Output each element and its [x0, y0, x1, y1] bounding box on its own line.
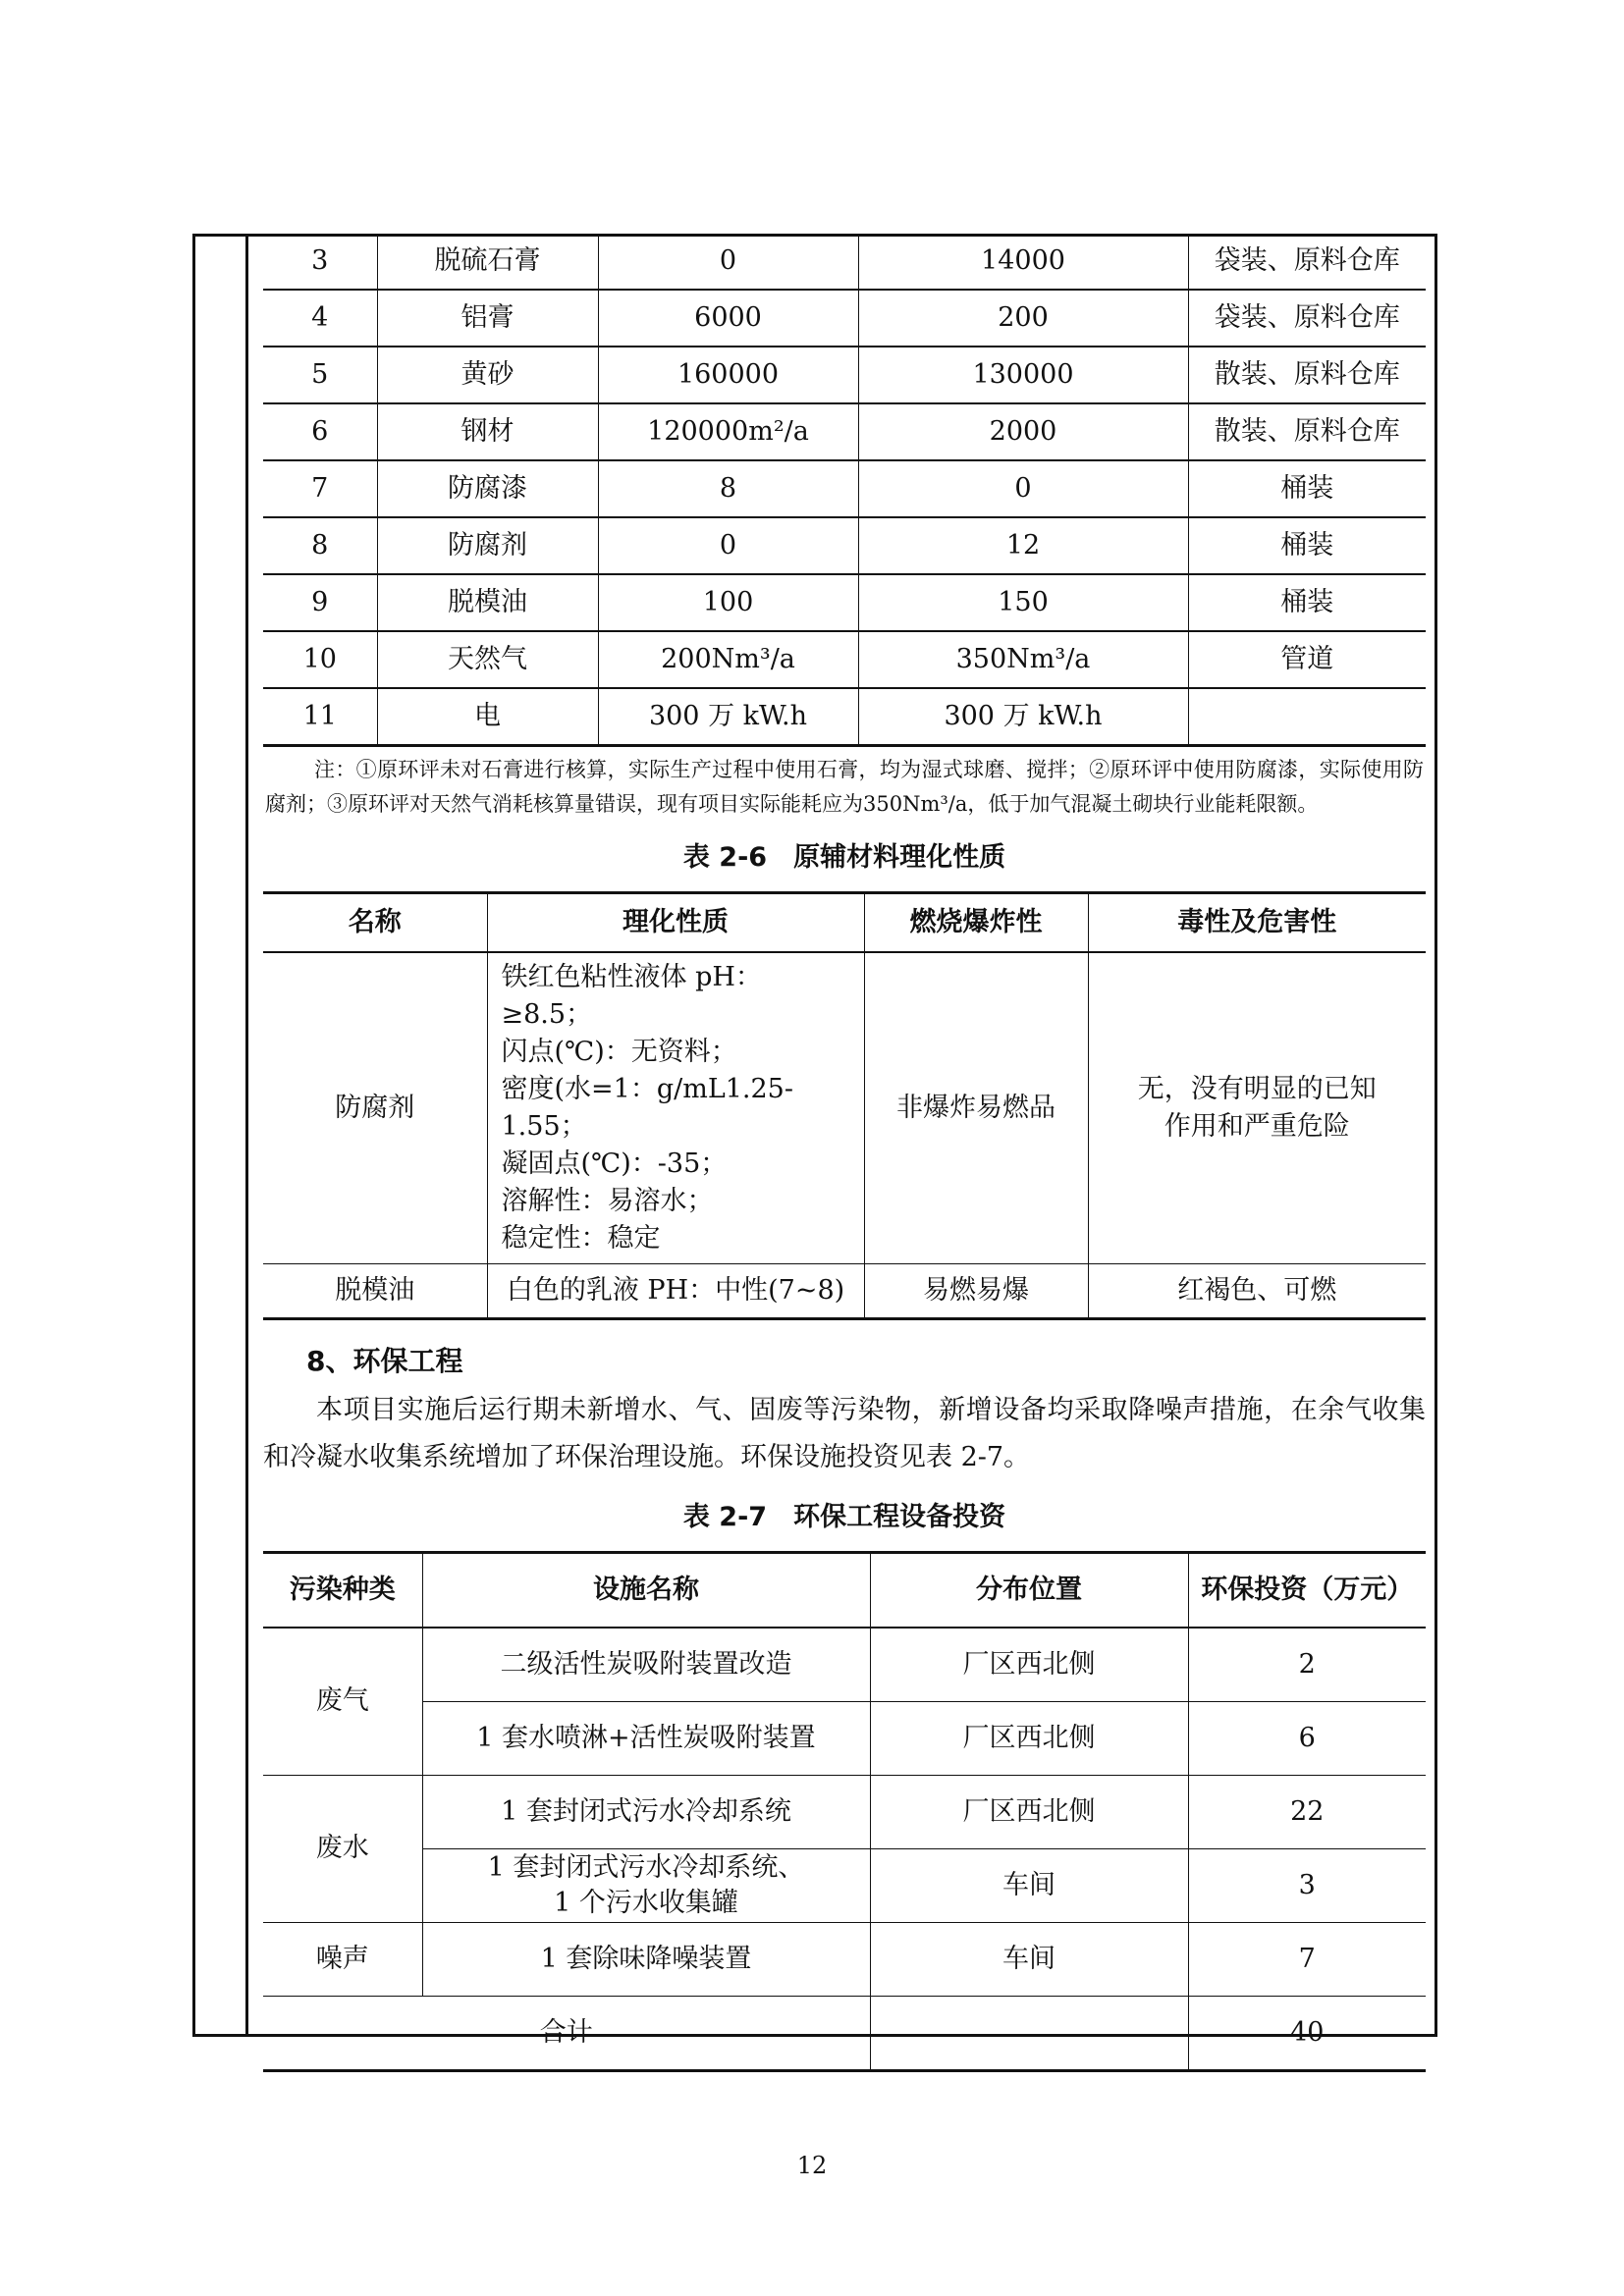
row-number: 9	[263, 574, 377, 631]
material-name: 电	[377, 688, 598, 746]
original-amount: 8	[598, 460, 858, 517]
section-title: 8、环保工程	[306, 1345, 463, 1377]
column-header: 分布位置	[870, 1553, 1188, 1629]
table-row	[263, 1702, 1426, 1776]
page-number: 12	[796, 2152, 828, 2179]
table-row	[263, 688, 1426, 746]
facility-name: 1 套封闭式污水冷却系统	[422, 1776, 870, 1849]
material-name: 铝膏	[377, 290, 598, 347]
storage-method: 桶装	[1188, 517, 1426, 574]
table-2-7-caption: 表 2-7 环保工程设备投资	[682, 1502, 1006, 1532]
row-number: 11	[263, 688, 377, 746]
storage-method: 袋装、原料仓库	[1188, 290, 1426, 347]
facility-line: 1 个污水收集罐	[554, 1888, 738, 1918]
actual-amount: 150	[858, 574, 1188, 631]
column-header: 毒性及危害性	[1088, 893, 1426, 953]
table-row	[263, 347, 1426, 403]
material-name: 脱模油	[377, 574, 598, 631]
storage-method	[1188, 688, 1426, 746]
row-number: 6	[263, 403, 377, 460]
property-line: 稳定性：稳定	[501, 1223, 661, 1254]
location: 厂区西北侧	[870, 1776, 1188, 1849]
total-location	[870, 1997, 1188, 2071]
table-row	[263, 234, 1426, 290]
storage-method: 桶装	[1188, 574, 1426, 631]
actual-amount: 0	[858, 460, 1188, 517]
page-content	[263, 234, 1426, 2072]
storage-method: 袋装、原料仓库	[1188, 234, 1426, 290]
table-row	[263, 1923, 1426, 1997]
storage-method: 散装、原料仓库	[1188, 403, 1426, 460]
table-header-row	[263, 893, 1426, 953]
table-row	[263, 1849, 1426, 1923]
frame-left-column-line	[245, 234, 248, 2037]
table-row	[263, 574, 1426, 631]
flammability: 非爆炸易燃品	[864, 952, 1088, 1264]
toxicity	[1088, 952, 1426, 1264]
table-row	[263, 1628, 1426, 1702]
location: 厂区西北侧	[870, 1628, 1188, 1702]
investment-table	[263, 1551, 1426, 2072]
property-line: 溶解性：易溶水；	[501, 1186, 714, 1216]
pollution-type: 废水	[263, 1776, 422, 1923]
actual-amount: 200	[858, 290, 1188, 347]
storage-method: 桶装	[1188, 460, 1426, 517]
table-header-row	[263, 1553, 1426, 1629]
investment: 6	[1188, 1702, 1426, 1776]
table-row	[263, 1264, 1426, 1319]
property-line: 凝固点(℃)：-35；	[501, 1148, 728, 1179]
material-name: 防腐剂	[377, 517, 598, 574]
location: 车间	[870, 1923, 1188, 1997]
material-name: 防腐漆	[377, 460, 598, 517]
total-investment: 40	[1188, 1997, 1426, 2071]
table-row	[263, 1776, 1426, 1849]
material-name: 黄砂	[377, 347, 598, 403]
investment: 3	[1188, 1849, 1426, 1923]
section-paragraph: 本项目实施后运行期未新增水、气、固废等污染物，新增设备均采取降噪声措施，在余气收集和冷凝水收集系统增加了环保治理设施。环保设施投资见表 2-7。	[263, 1395, 1426, 1472]
material-name: 钢材	[377, 403, 598, 460]
original-amount: 160000	[598, 347, 858, 403]
original-amount: 120000m²/a	[598, 403, 858, 460]
flammability: 易燃易爆	[864, 1264, 1088, 1319]
actual-amount: 300 万 kW.h	[858, 688, 1188, 746]
actual-amount: 350Nm³/a	[858, 631, 1188, 688]
original-amount: 300 万 kW.h	[598, 688, 858, 746]
investment: 22	[1188, 1776, 1426, 1849]
row-number: 10	[263, 631, 377, 688]
facility-name: 二级活性炭吸附装置改造	[422, 1628, 870, 1702]
property-line: 闪点(℃)：无资料；	[501, 1037, 737, 1067]
actual-amount: 14000	[858, 234, 1188, 290]
material-name: 防腐剂	[263, 952, 487, 1264]
row-number: 7	[263, 460, 377, 517]
facility-name	[422, 1849, 870, 1923]
total-label: 合计	[539, 2016, 593, 2048]
investment: 7	[1188, 1923, 1426, 1997]
row-number: 8	[263, 517, 377, 574]
facility-name: 1 套水喷淋+活性炭吸附装置	[422, 1702, 870, 1776]
property-line: 铁红色粘性液体 pH：≥8.5；	[501, 962, 762, 1030]
facility-name: 1 套除味降噪装置	[422, 1923, 870, 1997]
storage-method: 散装、原料仓库	[1188, 347, 1426, 403]
material-name: 脱模油	[335, 1274, 415, 1306]
property-line: 密度(水=1：g/mL1.25-1.55；	[501, 1074, 793, 1142]
actual-amount: 12	[858, 517, 1188, 574]
column-header: 污染种类	[263, 1553, 422, 1629]
original-amount: 200Nm³/a	[598, 631, 858, 688]
table-row	[263, 460, 1426, 517]
table-total-row	[263, 1997, 1426, 2071]
row-number: 3	[263, 234, 377, 290]
material-name: 脱硫石膏	[377, 234, 598, 290]
location: 车间	[870, 1849, 1188, 1923]
location: 厂区西北侧	[870, 1702, 1188, 1776]
table-row	[263, 403, 1426, 460]
column-header: 燃烧爆炸性	[864, 893, 1088, 953]
row-number: 4	[263, 290, 377, 347]
facility-line: 1 套封闭式污水冷却系统、	[487, 1852, 805, 1883]
materials-table	[263, 234, 1426, 747]
original-amount: 6000	[598, 290, 858, 347]
column-header: 环保投资（万元）	[1188, 1553, 1426, 1629]
table-row	[263, 952, 1426, 1264]
actual-amount: 130000	[858, 347, 1188, 403]
storage-method: 管道	[1188, 631, 1426, 688]
pollution-type: 废气	[263, 1628, 422, 1776]
investment: 2	[1188, 1628, 1426, 1702]
column-header: 名称	[263, 893, 487, 953]
pollution-type: 噪声	[263, 1923, 422, 1997]
toxicity: 红褐色、可燃	[1088, 1264, 1426, 1319]
toxicity-line: 无，没有明显的已知	[1137, 1074, 1377, 1104]
materials-note: 注：①原环评未对石膏进行核算，实际生产过程中使用石膏，均为湿式球磨、搅拌；②原环评中使用防腐漆，实际使用防腐剂；③原环评对天然气消耗核算量错误，现有项目实际能耗应为350Nm³/a，低于加气混凝土砌块行业能耗限额。	[265, 758, 1424, 816]
properties-table	[263, 891, 1426, 1320]
table-row	[263, 517, 1426, 574]
column-header: 理化性质	[487, 893, 864, 953]
original-amount: 100	[598, 574, 858, 631]
row-number: 5	[263, 347, 377, 403]
material-name: 天然气	[377, 631, 598, 688]
physicochemical-properties: 白色的乳液 PH：中性(7~8)	[487, 1264, 864, 1319]
column-header: 设施名称	[422, 1553, 870, 1629]
actual-amount: 2000	[858, 403, 1188, 460]
physicochemical-properties	[487, 952, 864, 1264]
original-amount: 0	[598, 234, 858, 290]
table-row	[263, 290, 1426, 347]
toxicity-line: 作用和严重危险	[1164, 1111, 1350, 1142]
original-amount: 0	[598, 517, 858, 574]
table-2-6-caption: 表 2-6 原辅材料理化性质	[682, 842, 1006, 873]
table-row	[263, 631, 1426, 688]
